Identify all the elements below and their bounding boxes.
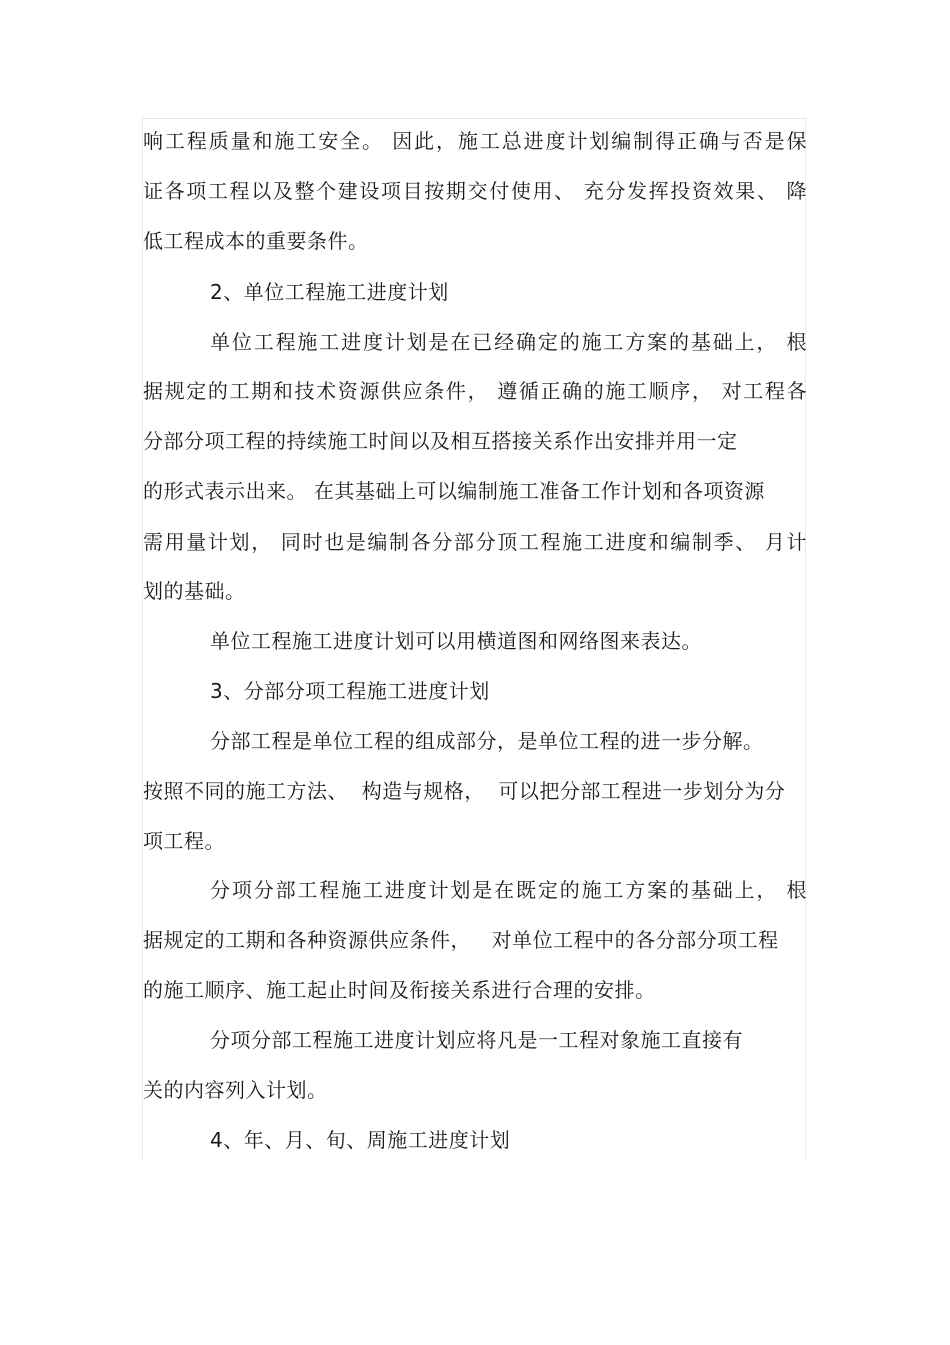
text-line: 响工程质量和施工安全。 因此，施工总进度计划编制得正确与否是保 — [143, 129, 807, 153]
text-line: 分项分部工程施工进度计划应将凡是一工程对象施工直接有 — [210, 1028, 743, 1052]
text-line: 项工程。 — [143, 829, 225, 853]
text-line: 分部分项工程的持续施工时间以及相互搭接关系作出安排并用一定 — [143, 429, 738, 453]
text-line: 2、单位工程施工进度计划 — [210, 280, 449, 304]
text-line: 按照不同的施工方法、 构造与规格， 可以把分部工程进一步划分为分 — [143, 779, 786, 803]
text-line: 4、年、月、旬、周施工进度计划 — [210, 1128, 511, 1152]
text-line: 的形式表示出来。 在其基础上可以编制施工准备工作计划和各项资源 — [143, 479, 765, 503]
text-line: 分项分部工程施工进度计划是在既定的施工方案的基础上， 根 — [210, 878, 807, 902]
text-line: 需用量计划， 同时也是编制各分部分顶工程施工进度和编制季、 月计 — [143, 530, 807, 554]
text-line: 的施工顺序、施工起止时间及衔接关系进行合理的安排。 — [143, 978, 656, 1002]
text-line: 单位工程施工进度计划可以用横道图和网络图来表达。 — [210, 629, 702, 653]
text-line: 单位工程施工进度计划是在已经确定的施工方案的基础上， 根 — [210, 330, 807, 354]
text-line: 证各项工程以及整个建设项目按期交付使用、 充分发挥投资效果、 降 — [143, 179, 807, 203]
text-line: 低工程成本的重要条件。 — [143, 229, 369, 253]
text-line: 分部工程是单位工程的组成部分，是单位工程的进一步分解。 — [210, 729, 764, 753]
text-line: 3、分部分项工程施工进度计划 — [210, 679, 490, 703]
text-line: 关的内容列入计划。 — [143, 1078, 328, 1102]
text-line: 据规定的工期和各种资源供应条件， 对单位工程中的各分部分项工程 — [143, 928, 779, 952]
text-line: 划的基础。 — [143, 579, 246, 603]
text-line: 据规定的工期和技术资源供应条件， 遵循正确的施工顺序， 对工程各 — [143, 379, 807, 403]
